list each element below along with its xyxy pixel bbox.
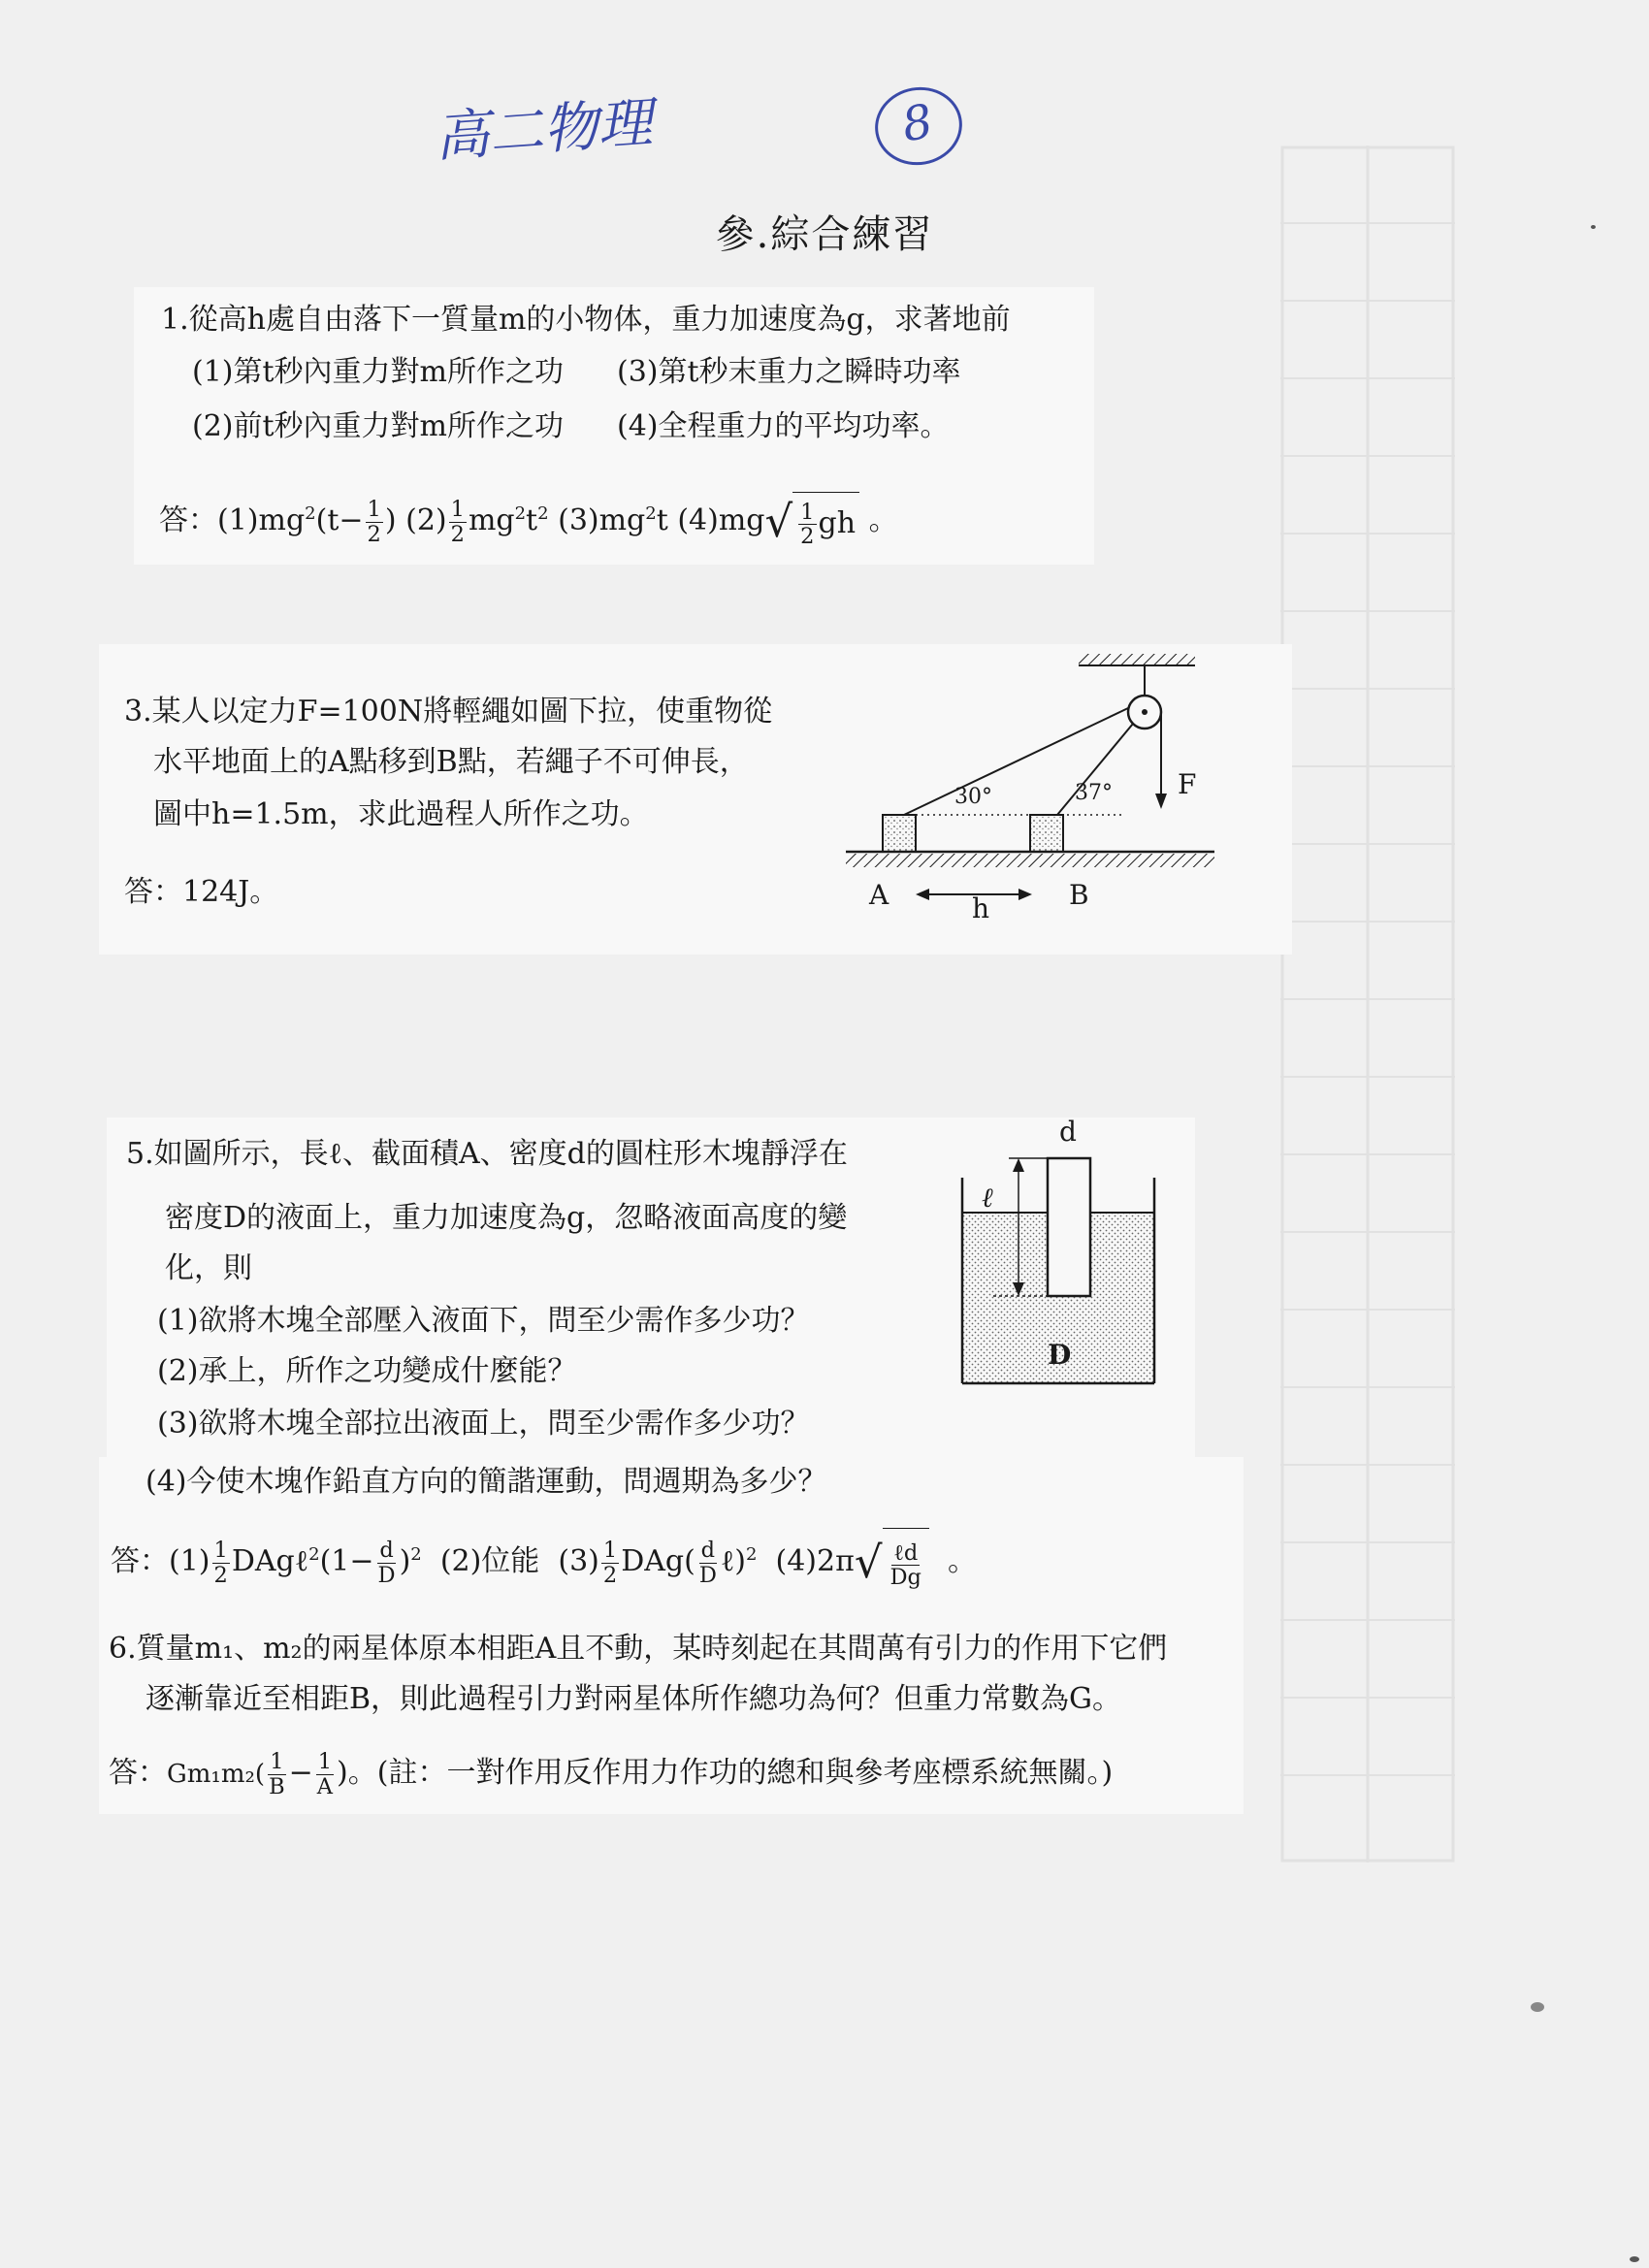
- fraction-denominator: 2: [602, 1562, 618, 1588]
- fraction-denominator: B: [269, 1773, 285, 1799]
- q1-fraction-half-2: [449, 499, 467, 545]
- q5-answer-3b: DAg(: [621, 1544, 695, 1578]
- q3-pulley-diagram: [834, 644, 1222, 925]
- ceiling-hatch: [1079, 654, 1195, 665]
- q5-answer-3: (3): [558, 1544, 599, 1578]
- q5-exp: 2: [308, 1544, 320, 1565]
- angle-30-label: 30°: [954, 785, 992, 809]
- q5-line-3: 化，則: [165, 1251, 252, 1285]
- q1-part-4: (4)全程重力的平均功率。: [617, 409, 950, 443]
- page-title: 參.綜合練習: [715, 212, 934, 257]
- q1-answer-4: (4)mg: [677, 503, 765, 537]
- scan-speck: [1591, 225, 1596, 229]
- handwritten-label: 高二物理: [433, 91, 655, 170]
- q6-minus: −: [288, 1756, 313, 1790]
- point-a-label: A: [869, 879, 889, 911]
- q1-exp: 2: [514, 503, 527, 524]
- force-arrow-icon: [1155, 794, 1167, 809]
- fraction-denominator: D: [377, 1562, 396, 1588]
- q6-fraction-one-over-B: [267, 1751, 287, 1798]
- point-b-label: B: [1069, 879, 1089, 911]
- fraction-denominator: Dg: [889, 1565, 922, 1590]
- scan-speck: [1531, 2002, 1544, 2012]
- fraction-denominator: D: [698, 1562, 717, 1588]
- q5-answer-1c: (1−: [319, 1544, 374, 1578]
- fraction-numerator: 1: [800, 499, 815, 525]
- q5-part-1: (1)欲將木塊全部壓入液面下，問至少需作多少功？: [157, 1304, 810, 1338]
- q5-part-2: (2)承上，所作之功變成什麼能？: [157, 1354, 577, 1388]
- handwritten-number-circle: [869, 81, 969, 172]
- bleed-through-table: [1280, 146, 1455, 1863]
- h-label: h: [972, 892, 990, 924]
- q5-answer-1d: ): [399, 1544, 411, 1578]
- q6-line-2: 逐漸靠近至相距B，則此過程引力對兩星体所作總功為何？但重力常數為G。: [146, 1682, 1122, 1716]
- q6-note: 。(註：一對作用反作用力作功的總和與參考座標系統無關。): [347, 1756, 1114, 1790]
- q1-part-2: (2)前t秒內重力對m所作之功: [192, 409, 564, 443]
- sqrt-icon: √: [764, 496, 793, 547]
- q1-answer-2c: t: [526, 503, 538, 537]
- q5-fraction-half-2: [601, 1539, 619, 1586]
- fraction-numerator: ℓd: [893, 1539, 919, 1566]
- fraction-numerator: 1: [270, 1749, 284, 1774]
- h-arrow-right-icon: [1018, 889, 1032, 900]
- fraction-denominator: 2: [367, 521, 381, 547]
- fraction-denominator: 2: [450, 521, 465, 547]
- q6-fraction-one-over-A: [315, 1751, 335, 1798]
- q1-answer-2: (2): [405, 503, 447, 537]
- q5-answer: [111, 1521, 977, 1599]
- q5-part-4: (4)今使木塊作鉛直方向的簡諧運動，問週期為多少？: [146, 1465, 827, 1499]
- q1-answer-4b: gh: [818, 505, 857, 540]
- length-label: ℓ: [982, 1182, 993, 1214]
- block-a: [883, 815, 916, 852]
- q1-part-1: (1)第t秒內重力對m所作之功: [192, 355, 564, 389]
- q6-line-1: 6.質量m₁、m₂的兩星体原本相距A且不動，某時刻起在其間萬有引力的作用下它們: [109, 1632, 1168, 1666]
- force-label: F: [1178, 768, 1197, 800]
- q6-close: ): [337, 1756, 348, 1790]
- q1-exp: 2: [645, 503, 657, 524]
- fraction-numerator: 1: [602, 1538, 618, 1563]
- q5-answer-end: 。: [948, 1544, 978, 1578]
- q5-fraction-d-over-D-2: [697, 1539, 719, 1586]
- q5-part-3: (3)欲將木塊全部拉出液面上，問至少需作多少功？: [157, 1407, 810, 1441]
- fraction-denominator: A: [316, 1773, 334, 1799]
- h-arrow-left-icon: [916, 889, 929, 900]
- q5-answer-4: (4)2π: [775, 1544, 855, 1578]
- q1-part-3: (3)第t秒末重力之瞬時功率: [617, 355, 961, 389]
- q1-answer-1: (1)mg: [217, 503, 306, 537]
- q5-answer-2: (2)位能: [439, 1544, 540, 1578]
- q1-answer: [159, 485, 898, 553]
- q5-answer-1b: DAgℓ: [231, 1544, 309, 1578]
- q5-line-1: 5.如圖所示，長ℓ、截面積A、密度d的圓柱形木塊靜浮在: [126, 1137, 848, 1171]
- q1-answer-1b: (t−: [315, 503, 364, 537]
- q5-exp: 2: [410, 1544, 422, 1565]
- q3-line-3: 圖中h=1.5m，求此過程人所作之功。: [153, 797, 649, 831]
- q6-answer-lead: 答：: [109, 1756, 167, 1790]
- q1-exp: 2: [305, 503, 316, 524]
- q5-line-2: 密度D的液面上，重力加速度為g，忽略液面高度的變: [165, 1201, 848, 1235]
- sqrt-icon: √: [854, 1537, 883, 1588]
- q1-radicand: [792, 492, 859, 553]
- length-arrow-up-icon: [1013, 1158, 1024, 1172]
- wooden-block: [1048, 1158, 1090, 1296]
- q1-answer-end: 。: [868, 503, 898, 537]
- q1-exp: 2: [537, 503, 549, 524]
- q3-answer: 答：124J。: [124, 875, 279, 909]
- fraction-numerator: 1: [213, 1538, 228, 1563]
- liquid-density-label: D: [1048, 1339, 1072, 1371]
- q1-answer-1c: ): [384, 503, 397, 537]
- q1-answer-3b: t: [656, 503, 668, 537]
- q5-answer-1: (1): [169, 1544, 210, 1578]
- fraction-numerator: 1: [450, 497, 465, 522]
- fraction-numerator: 1: [367, 497, 381, 522]
- handwritten-number: 8: [897, 93, 937, 153]
- q5-fraction-half: [212, 1539, 230, 1586]
- scan-speck: [1630, 2256, 1639, 2262]
- q1-answer-2b: mg: [468, 503, 515, 537]
- q5-fraction-ld-over-Dg: [889, 1539, 923, 1590]
- ground-hatch: [846, 854, 1214, 867]
- q5-floating-block-diagram: [951, 1110, 1183, 1397]
- fraction-denominator: 2: [800, 524, 815, 549]
- q5-answer-3c: ℓ): [720, 1544, 746, 1578]
- q5-radicand: [883, 1528, 929, 1599]
- q1-answer-lead: 答：: [159, 503, 217, 537]
- block-density-label: d: [1059, 1116, 1077, 1148]
- q1-stem: 1.從高h處自由落下一質量m的小物体，重力加速度為g，求著地前: [161, 303, 1011, 337]
- q6-answer: [109, 1742, 1113, 1805]
- q1-fraction-half-3: [798, 499, 816, 549]
- q5-answer-lead: 答：: [111, 1544, 169, 1578]
- angle-37-label: 37°: [1075, 781, 1113, 805]
- q3-line-2: 水平地面上的A點移到B點，若繩子不可伸長，: [153, 745, 749, 779]
- q1-fraction-half: [366, 499, 383, 545]
- fraction-numerator: d: [700, 1538, 716, 1563]
- q1-answer-3: (3)mg: [558, 503, 646, 537]
- fraction-numerator: d: [379, 1538, 394, 1563]
- fraction-numerator: 1: [317, 1749, 333, 1774]
- q5-fraction-d-over-D: [376, 1539, 398, 1586]
- q3-line-1: 3.某人以定力F=100N將輕繩如圖下拉，使重物從: [124, 695, 773, 729]
- q6-answer-prefix: Gm₁m₂(: [167, 1760, 266, 1789]
- q5-exp: 2: [745, 1544, 758, 1565]
- fraction-denominator: 2: [213, 1562, 228, 1588]
- pulley-axle: [1142, 709, 1148, 715]
- block-b: [1030, 815, 1063, 852]
